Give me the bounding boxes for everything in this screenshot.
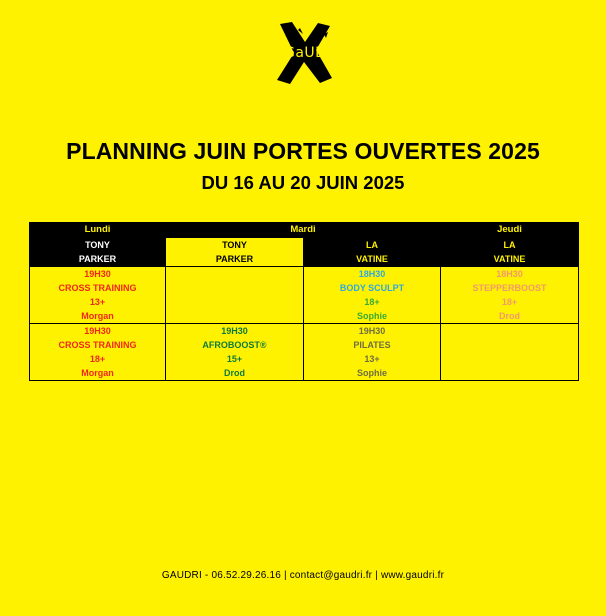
empty-cell — [166, 267, 304, 324]
class-cell: 19H30 CROSS TRAINING 18+ Morgan — [30, 324, 166, 381]
class-cell: 19H30 PILATES 13+ Sophie — [304, 324, 441, 381]
day-header-row — [30, 223, 579, 238]
gaudri-logo — [272, 20, 342, 86]
day-jeudi: Jeudi — [441, 223, 579, 238]
location-row — [30, 238, 579, 267]
day-lundi: Lundi — [30, 223, 166, 238]
slot-row — [30, 267, 579, 324]
empty-cell — [441, 324, 579, 381]
location-cell: LA VATINE — [441, 238, 579, 267]
class-cell: 19H30 AFROBOOST® 15+ Drod — [166, 324, 304, 381]
slot-row — [30, 324, 579, 381]
class-cell: 18H30 BODY SCULPT 18+ Sophie — [304, 267, 441, 324]
planning-table — [29, 222, 579, 381]
class-cell: 19H30 CROSS TRAINING 13+ Morgan — [30, 267, 166, 324]
day-mardi: Mardi — [166, 223, 441, 238]
page-subtitle: DU 16 AU 20 JUIN 2025 — [201, 172, 405, 193]
location-cell: TONY PARKER — [166, 238, 304, 267]
footer-contact: GAUDRI - 06.52.29.26.16 | contact@gaudri.fr | www.gaudri.fr — [161, 570, 445, 581]
location-cell: LA VATINE — [304, 238, 441, 267]
page-title: PLANNING JUIN PORTES OUVERTES 2025 — [66, 138, 540, 164]
class-cell: 18H30 STEPPERBOOST 18+ Drod — [441, 267, 579, 324]
location-cell: TONY PARKER — [30, 238, 166, 267]
logo-text: GaUDRI — [284, 45, 342, 61]
